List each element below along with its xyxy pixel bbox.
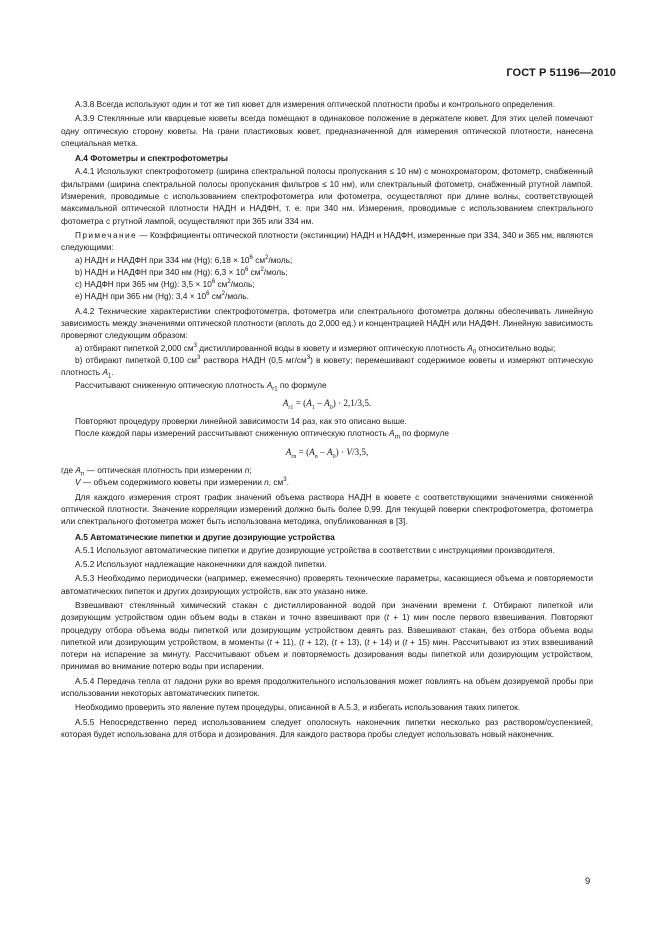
paragraph-repeat: Повторяют процедуру проверки линейной зависимости 14 раз, как это описано выше. xyxy=(75,416,407,427)
page-content xyxy=(61,98,593,740)
note-label: Примечание xyxy=(75,229,138,240)
paragraph-a41: А.4.1 Используют спектрофотометр (ширина спектральной полосы пропускания ≤ 10 нм) с монохроматором, фотометр, снабженный фильтрами (ширина спектральной полосы пропускания фильтров ≤ 10 нм), или спектральный фотометр, снабженный ртутной лампой. Измерения, проводимые с использованием спектрофотометра или фотометра, осуществляют при длине волны, соответствующей максимальной оптической плотности НАДН и НАДФН, т. е. при 340 нм. Измерения, проводимые с использованием спектрального фотометра с ртутной лампой, осуществляют при 365 или 334 нм. xyxy=(61,166,593,226)
paragraph-a54: А.5.4 Передача тепла от ладони руки во время продолжительного использования может повлиять на объем дозируемой пробы при использовании некоторых автоматических пипеток. xyxy=(61,675,593,699)
paragraph-weigh: Взвешивают стеклянный химический стакан с дистиллированной водой при значении времени t. Отбирают пипеткой или дозирующим устройством один объем воды в стакан и точно взвешивают при (t + 1) мин после первого взвешивания. Повторяют процедуру отбора объема воды пипеткой или дозирующим устройством девять раз. Взвешивают стакан, без отбора объема воды пипеткой или дозирующим устройством, в моменты (t + 11), (t + 12), (t + 13), (t + 14) и (t + 15) мин. Рассчитывают из этих взвешиваний потери на испарение за минуту. Рассчитывают объем и повторяемость дозирования воды пипеткой или дозирующим устройством, принимая во внимание потерю воды при испарении. xyxy=(61,599,594,672)
formula-2: $A_{rn} = (A_n - A_0) \cdot V/3,5$, xyxy=(285,446,369,460)
paragraph-graph: Для каждого измерения строят график значений объема раствора НАДН в кювете с соответствующими значениями сниженной оптической плотности. Значение корреляции измерений должно быть более 0,99. Для текущей поверки спектрофотометра, фотометра или спектрального фотометра может быть использована методика, опубликованная в [3]. xyxy=(61,491,593,527)
page-number: 9 xyxy=(585,876,591,887)
list-item-b: b) отбирают пипеткой 0,100 $см^3$ раствора НАДН (0,5 $мг/см^3$) в кювету; перемешивают содержимое кюветы и измеряют оптическую плотность $A_1$. xyxy=(61,354,594,380)
paragraph-a52: А.5.2 Используют надлежащие наконечники для каждой пипетки. xyxy=(75,559,327,570)
section-heading-a4: А.4 Фотометры и спектрофотометры xyxy=(75,153,229,164)
formula-1: $A_{r1} = (A_1 - A_0) \cdot 2,1/3,5$. xyxy=(282,397,372,411)
paragraph-a51: А.5.1 Используют автоматические пипетки и другие дозирующие устройства в соответствии с инструкциями производителя. xyxy=(75,544,555,555)
note-item-c: c) НАДФН при 365 нм (Hg): $3,5 \times 10^6$ $см^2$/моль; xyxy=(75,279,255,290)
paragraph-check: Необходимо проверить это явление путем процедуры, описанной в А.5.3, и избегать использования таких пипеток. xyxy=(75,702,521,713)
note-paragraph xyxy=(61,229,593,254)
list-item-a: a) отбирают пипеткой 2,000 $см^3$ дистиллированной воды в кювету и измеряют оптическую плотность $A_0$ относительно воды; xyxy=(75,342,556,356)
where-line-2: V — объем содержимого кюветы при измерении n, $см^3$. xyxy=(75,477,289,488)
paragraph-a39: А.3.9 Стеклянные или кварцевые кюветы всегда помещают в одинаковое положение в держателе кювет. Для этих целей помечают одну оптическую сторону кюветы. На грани пластиковых кювет, предназначенной для измерения оптической плотности, нанесена специальная метка. xyxy=(61,113,593,148)
paragraph-a42: А.4.2 Технические характеристики спектрофотометра, фотометра или спектрального фотометра должны обеспечивать линейную зависимость между значениями оптической плотности (вплоть до 2,000 ед.) и концентрацией НАДН или НАДФН. Линейную зависимость проверяют следующим образом: xyxy=(61,305,593,341)
note-item-b: b) НАДН и НАДФН при 340 нм (Hg): $6,3 \times 10^6$ $см^2$/моль; xyxy=(75,266,288,277)
paragraph-calc: Рассчитывают сниженную оптическую плотность $A_{r1}$ по формуле xyxy=(75,379,327,393)
where-line-1: где $A_n$ — оптическая плотность при измерении n; xyxy=(61,465,252,478)
document-id-header: ГОСТ Р 51196—2010 xyxy=(506,67,616,79)
note-text: — Коэффициенты оптической плотности (экстинкции) НАДН и НАДФН, измеренные при 334, 340 и 365 нм, являются следующими: xyxy=(61,229,593,253)
paragraph-after: После каждой пары измерений рассчитывают сниженную оптическую плотность $A_{rn}$ по формуле xyxy=(75,428,449,442)
paragraph-a53: А.5.3 Необходимо периодически (например, ежемесячно) проверять технические параметры, касающиеся объема и повторяемости автоматических пипеток и других дозирующих устройств, как это указано ниже. xyxy=(61,573,593,596)
paragraph-a38: А.3.8 Всегда используют один и тот же тип кювет для измерения оптической плотности пробы и контрольного определения. xyxy=(75,99,556,109)
note-item-a: a) НАДН и НАДФН при 334 нм (Hg): $6,18 \times 10^6$ $см^2$/моль; xyxy=(75,254,293,265)
paragraph-a55: А.5.5 Непосредственно перед использованием следует ополоснуть наконечник пипетки несколько раз раствором/суспензией, которая будет использована для отбора и дозирования. Для каждого раствора пробы следует использовать новый наконечник. xyxy=(61,716,593,739)
section-heading-a5: А.5 Автоматические пипетки и другие дозирующие устройства xyxy=(75,531,335,542)
note-item-e: e) НАДН при 365 нм (Hg): $3,4 \times 10^6$ $см^2$/моль. xyxy=(75,291,249,302)
